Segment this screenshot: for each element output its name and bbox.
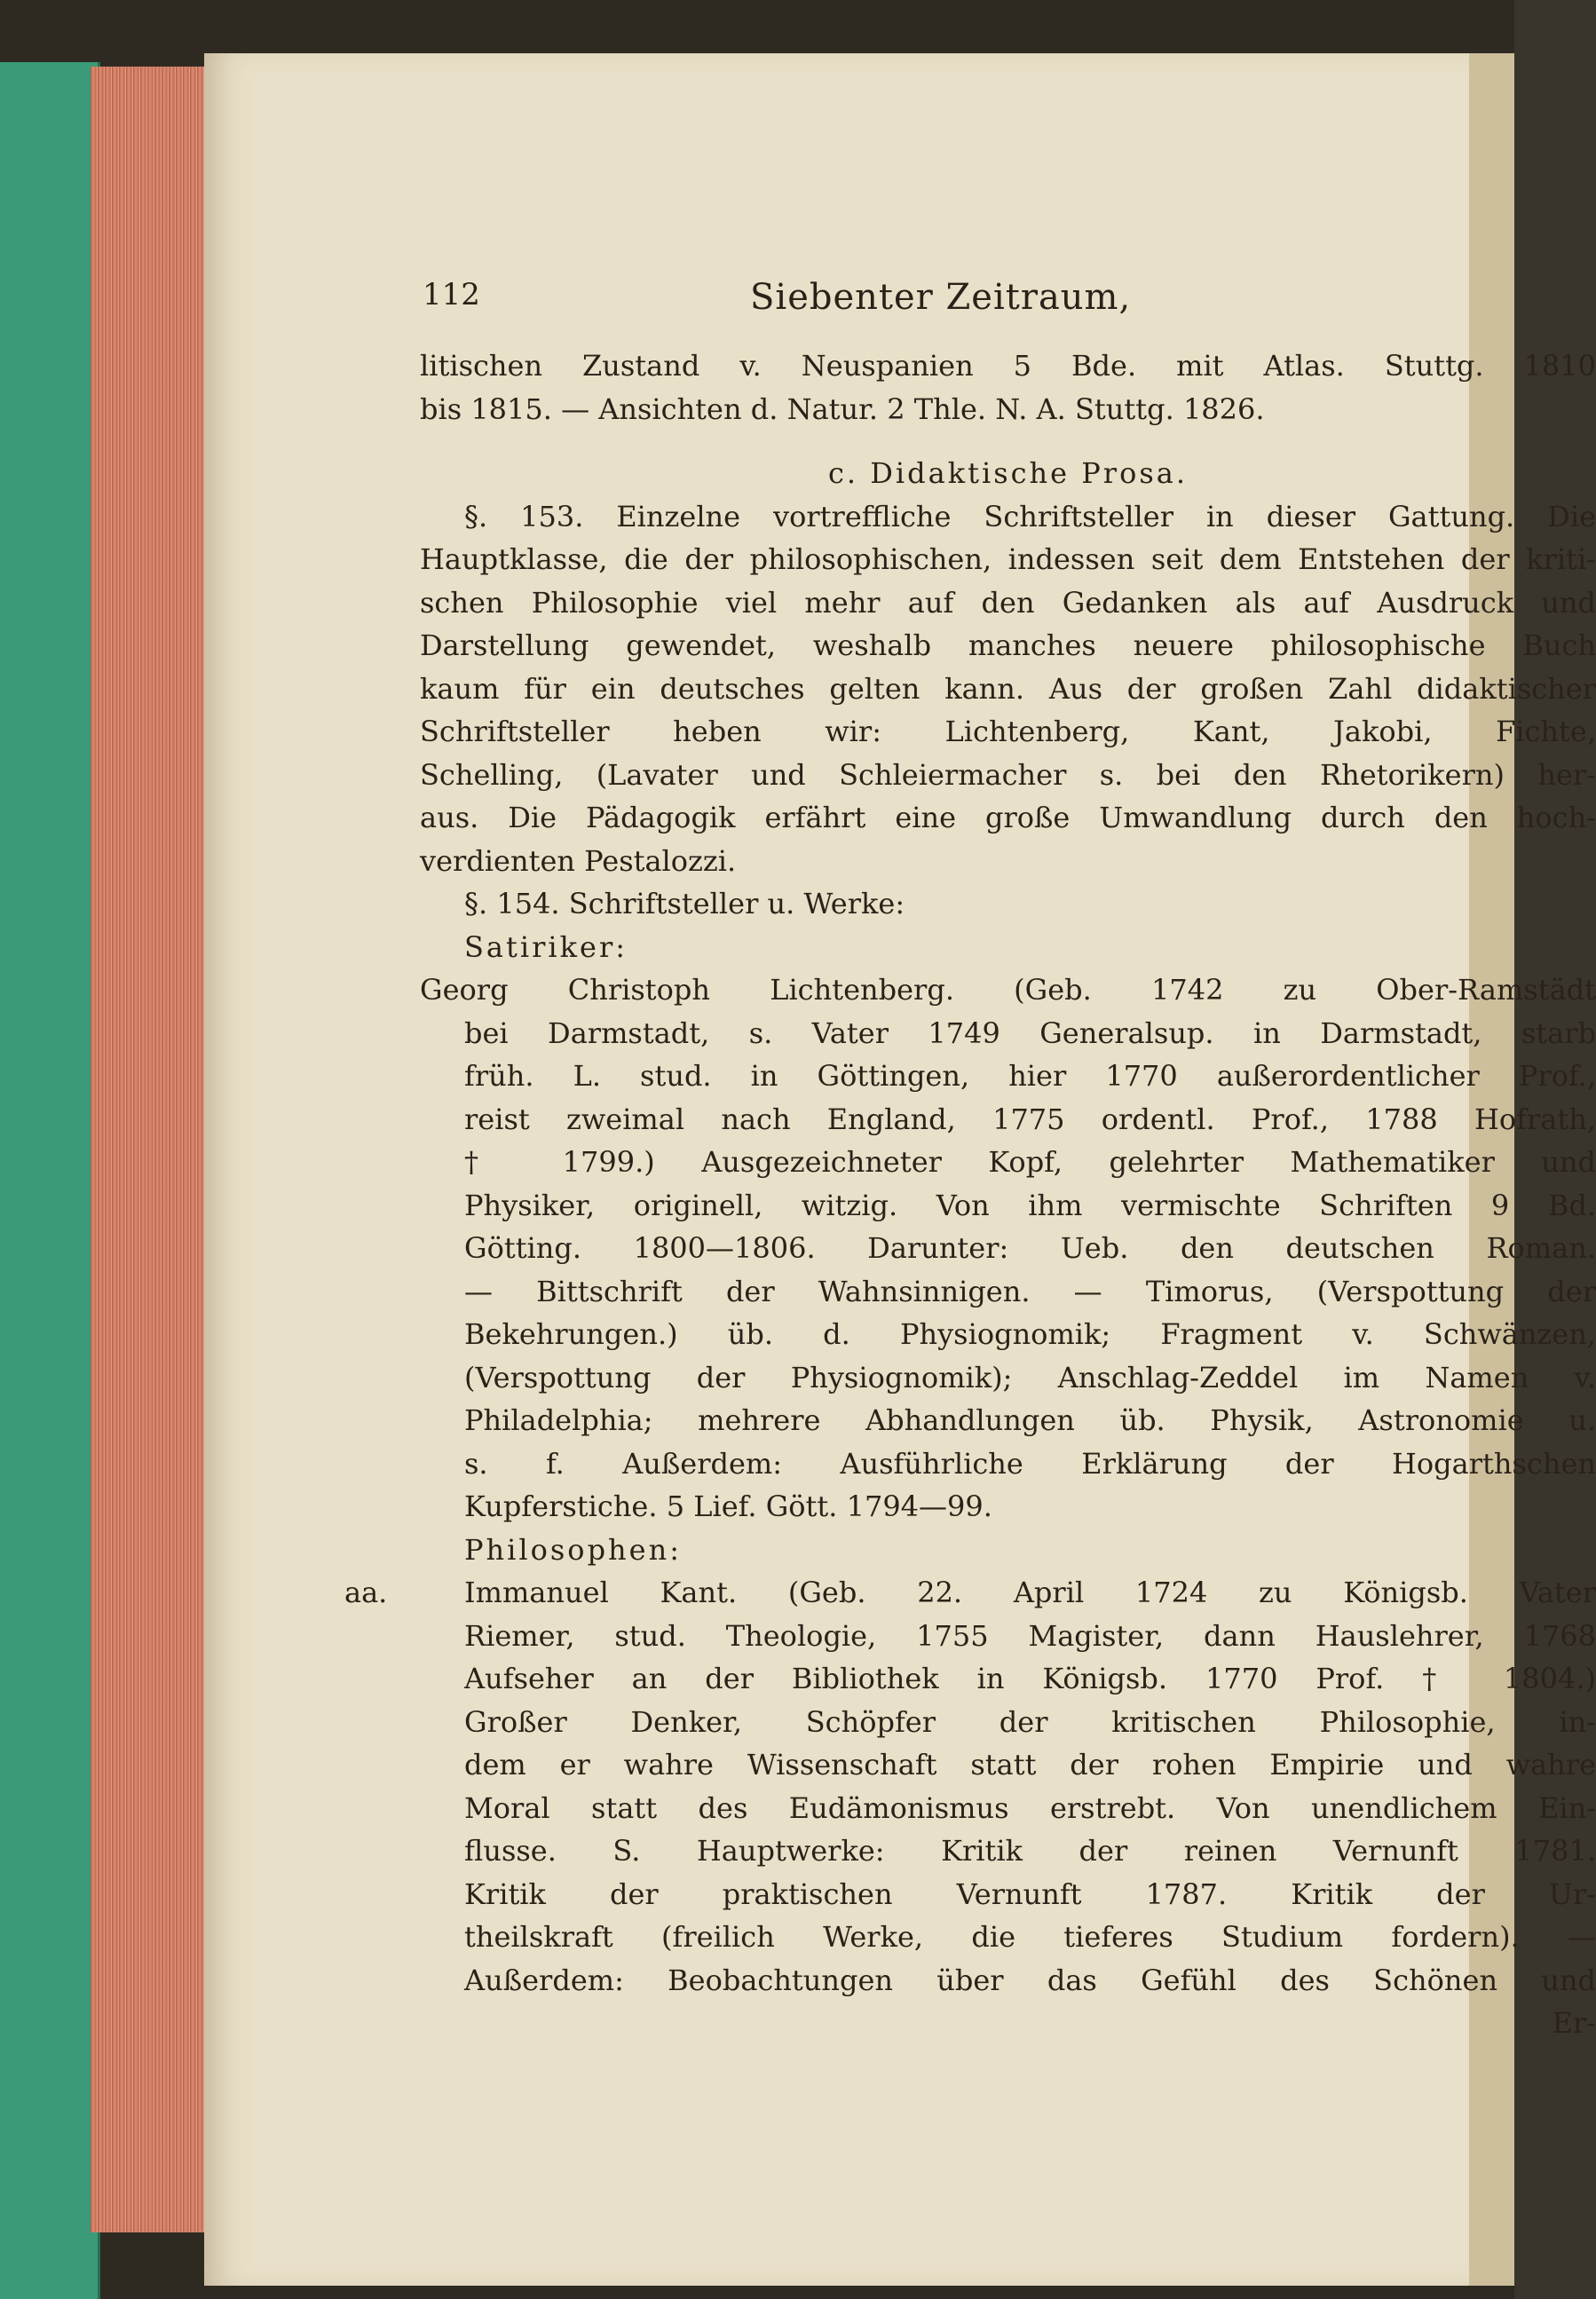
text-line: Bekehrungen.) üb. d. Physiognomik; Fragment v. Schwänzen, [464,1317,1596,1351]
text-line: Schriftsteller heben wir: Lichtenberg, Kant, Jakobi, Fichte, [420,715,1596,748]
text-line: theilskraft (freilich Werke, die tieferes Studium fordern). — [464,1920,1596,1954]
text-line: aus. Die Pädagogik erfährt eine große Umwandlung durch den hoch- [420,801,1596,834]
text-line: Philosophen: [464,1532,682,1567]
text-line: Außerdem: Beobachtungen über das Gefühl des Schönen und [464,1963,1596,1997]
text-line: Immanuel Kant. (Geb. 22. April 1724 zu Königsb. Vater aa. [420,1571,1596,1615]
text-line: litischen Zustand v. Neuspanien 5 Bde. mit Atlas. Stuttg. 1810 [420,349,1596,383]
list-marker: aa. [344,1576,388,1609]
page-number: 112 [423,277,480,312]
text-line: † 1799.) Ausgezeichneter Kopf, gelehrter Mathematiker und [464,1145,1596,1179]
text-line: Götting. 1800—1806. Darunter: Ueb. den deutschen Roman. [464,1231,1596,1265]
cover-cloth [0,62,100,2299]
text-line: (Verspottung der Physiognomik); Anschlag-Zeddel im Namen v. [464,1360,1596,1394]
text-line: Riemer, stud. Theologie, 1755 Magister, dann Hauslehrer, 1768 [464,1618,1596,1653]
text-line: Kupferstiche. 5 Lief. Gött. 1794—99. [464,1489,992,1523]
text-line: s. f. Außerdem: Ausführliche Erklärung der Hogarthschen [464,1446,1596,1481]
text-line: Aufseher an der Bibliothek in Königsb. 1770 Prof. † 1804.) [464,1662,1596,1695]
text-line: Physiker, originell, witzig. Von ihm vermischte Schriften 9 Bd. [464,1188,1596,1222]
text-line: — Bittschrift der Wahnsinnigen. — Timorus, (Verspottung der [464,1274,1596,1308]
text-line: Satiriker: [464,929,628,964]
text-line: Schelling, (Lavater und Schleiermacher s. bei den Rhetorikern) her- [420,757,1596,792]
page-edges [91,67,208,2232]
text-line: Philadelphia; mehrere Abhandlungen üb. Physik, Astronomie u. [464,1403,1596,1437]
spacer [420,431,1596,452]
text-line: bis 1815. — Ansichten d. Natur. 2 Thle. N. A. Stuttg. 1826. [420,391,1265,426]
text-line: §. 153. Einzelne vortreffliche Schriftsteller in dieser Gattung. Die [464,499,1596,533]
text-line: Er- [1552,2006,1596,2040]
text-line: Moral statt des Eudämonismus erstrebt. Von unendlichem Ein- [464,1790,1596,1825]
running-header [204,277,1469,321]
text-line: früh. L. stud. in Göttingen, hier 1770 außerordentlicher Prof., [464,1059,1596,1093]
text-line: flusse. S. Hauptwerke: Kritik der reinen Vernunft 1781. [464,1834,1596,1868]
text-line: Großer Denker, Schöpfer der kritischen Philosophie, in- [464,1704,1596,1739]
text-line: c. Didaktische Prosa. [827,456,1189,490]
text-line: Hauptklasse, die der philosophischen, indessen seit dem Entstehen der kriti- [420,542,1596,576]
text-line: dem er wahre Wissenschaft statt der rohen Empirie und wahre [464,1748,1596,1782]
text-line: schen Philosophie viel mehr auf den Gedanken als auf Ausdruck und [420,585,1596,620]
text-line: Kritik der praktischen Vernunft 1787. Kritik der Ur- [464,1876,1596,1911]
text-line: bei Darmstadt, s. Vater 1749 Generalsup. in Darmstadt, starb [464,1015,1596,1050]
body-text [344,344,1596,2045]
text-line: Georg Christoph Lichtenberg. (Geb. 1742 zu Ober-Ramstädt [420,973,1596,1007]
text-line: reist zweimal nach England, 1775 ordentl. Prof., 1788 Hofrath, [464,1102,1596,1136]
text-line: kaum für ein deutsches gelten kann. Aus der großen Zahl didaktischer [420,671,1596,706]
running-title: Siebenter Zeitraum, [750,277,1132,318]
text-line: §. 154. Schriftsteller u. Werke: [464,887,905,920]
text-line: verdienten Pestalozzi. [420,843,737,878]
book-page [204,53,1596,2286]
text-line: Darstellung gewendet, weshalb manches neuere philosophische Buch [420,628,1596,662]
